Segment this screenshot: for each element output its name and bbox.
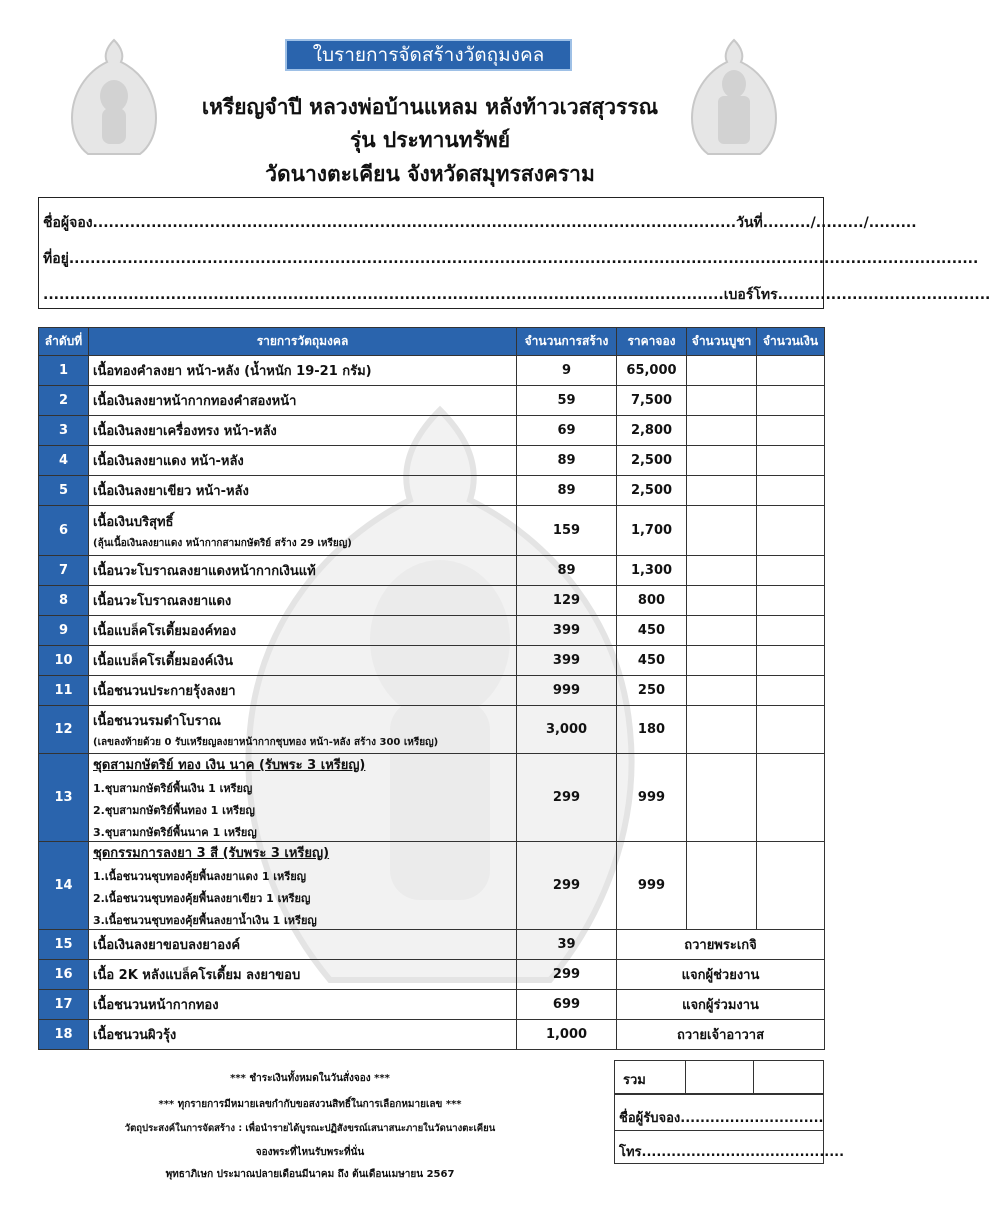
title-line-3: วัดนางตะเคียน จังหวัดสมุทรสงคราม bbox=[265, 162, 595, 186]
row-amount[interactable] bbox=[757, 506, 825, 556]
row-no: 10 bbox=[39, 646, 89, 676]
row-name bbox=[89, 506, 517, 556]
table-row bbox=[39, 754, 825, 842]
row-order-qty[interactable] bbox=[687, 676, 757, 706]
row-price: 250 bbox=[617, 676, 687, 706]
row-qty: 89 bbox=[517, 476, 617, 506]
row-qty: 299 bbox=[517, 960, 617, 990]
row-price: 1,700 bbox=[617, 506, 687, 556]
table-row bbox=[39, 386, 825, 416]
table-row bbox=[39, 586, 825, 616]
table-row bbox=[39, 506, 825, 556]
header-amount: จำนวนเงิน bbox=[757, 328, 825, 356]
row-order-qty[interactable] bbox=[687, 842, 757, 930]
row-sub-line: 2.เนื้อชนวนชุบทองคุ้ยพื้นลงยาเขียว 1 เหรียญ bbox=[93, 892, 311, 905]
row-price: 65,000 bbox=[617, 356, 687, 386]
row-name: เนื้อแบล็คโรเดี้ยมองค์เงิน bbox=[89, 646, 517, 676]
row-qty: 39 bbox=[517, 930, 617, 960]
table-row bbox=[39, 476, 825, 506]
header-banner: ใบรายการจัดสร้างวัตถุมงคล bbox=[285, 39, 572, 71]
row-qty: 59 bbox=[517, 386, 617, 416]
row-no: 3 bbox=[39, 416, 89, 446]
phone-field[interactable]: ................................................................................................................................เบอร์โทร........................................ bbox=[43, 287, 990, 303]
row-order-qty[interactable] bbox=[687, 556, 757, 586]
row-order-qty[interactable] bbox=[687, 416, 757, 446]
row-amount[interactable] bbox=[757, 416, 825, 446]
row-name: เนื้อเงินลงยาหน้ากากทองคำสองหน้า bbox=[89, 386, 517, 416]
row-name: เนื้อ 2K หลังแบล็คโรเดี้ยม ลงยาขอบ bbox=[89, 960, 517, 990]
row-order-qty[interactable] bbox=[687, 646, 757, 676]
row-amount[interactable] bbox=[757, 616, 825, 646]
row-name: เนื้อชนวนประกายรุ้งลงยา bbox=[89, 676, 517, 706]
total-label: รวม bbox=[623, 1073, 646, 1088]
row-price: 800 bbox=[617, 586, 687, 616]
row-no: 14 bbox=[39, 842, 89, 930]
name-date-field[interactable]: ชื่อผู้จอง.........................................................................................................................วันที่........./........./......... bbox=[43, 215, 917, 231]
header-qty: จำนวนการสร้าง bbox=[517, 328, 617, 356]
table-row bbox=[39, 960, 825, 990]
table-row bbox=[39, 446, 825, 476]
row-amount[interactable] bbox=[757, 754, 825, 842]
total-divider bbox=[685, 1061, 686, 1093]
total-amount-field[interactable] bbox=[753, 1060, 824, 1094]
row-order-qty[interactable] bbox=[687, 356, 757, 386]
table-row bbox=[39, 356, 825, 386]
row-amount[interactable] bbox=[757, 556, 825, 586]
row-sub-line: 3.เนื้อชนวนชุบทองคุ้ยพื้นลงยาน้ำเงิน 1 เหรียญ bbox=[93, 914, 317, 927]
row-no: 13 bbox=[39, 754, 89, 842]
row-note: ถวายเจ้าอาวาส bbox=[617, 1020, 825, 1050]
row-name bbox=[89, 842, 517, 930]
row-order-qty[interactable] bbox=[687, 506, 757, 556]
row-order-qty[interactable] bbox=[687, 446, 757, 476]
row-price: 180 bbox=[617, 706, 687, 754]
total-box bbox=[614, 1060, 754, 1094]
table-header-row bbox=[39, 328, 825, 356]
header-price: ราคาจอง bbox=[617, 328, 687, 356]
row-no: 12 bbox=[39, 706, 89, 754]
receiver-name-field[interactable]: ชื่อผู้รับจอง............................. bbox=[619, 1111, 824, 1126]
booking-form bbox=[38, 197, 990, 309]
row-name-main: ชุดกรรมการลงยา 3 สี (รับพระ 3 เหรียญ) bbox=[93, 846, 330, 861]
row-amount[interactable] bbox=[757, 446, 825, 476]
row-qty: 399 bbox=[517, 646, 617, 676]
row-order-qty[interactable] bbox=[687, 386, 757, 416]
row-price: 999 bbox=[617, 754, 687, 842]
receiver-divider bbox=[615, 1130, 823, 1131]
number-note: *** ทุกรายการมีหมายเลขกำกับขอสงวนสิทธิ์ในการเลือกหมายเลข *** bbox=[158, 1099, 462, 1110]
row-price: 450 bbox=[617, 646, 687, 676]
row-qty: 399 bbox=[517, 616, 617, 646]
row-qty: 89 bbox=[517, 446, 617, 476]
row-no: 18 bbox=[39, 1020, 89, 1050]
row-no: 9 bbox=[39, 616, 89, 646]
row-amount[interactable] bbox=[757, 386, 825, 416]
table-row bbox=[39, 930, 825, 960]
row-name-sub: (ลุ้นเนื้อเงินลงยาแดง หน้ากากสามกษัตริย์ สร้าง 29 เหรียญ) bbox=[93, 537, 352, 549]
row-amount[interactable] bbox=[757, 706, 825, 754]
row-no: 2 bbox=[39, 386, 89, 416]
table-row bbox=[39, 676, 825, 706]
row-name: เนื้อเงินลงยาเครื่องทรง หน้า-หลัง bbox=[89, 416, 517, 446]
row-qty: 69 bbox=[517, 416, 617, 446]
row-name bbox=[89, 706, 517, 754]
row-qty: 999 bbox=[517, 676, 617, 706]
row-qty: 159 bbox=[517, 506, 617, 556]
row-name: เนื้อเงินลงยาแดง หน้า-หลัง bbox=[89, 446, 517, 476]
row-no: 17 bbox=[39, 990, 89, 1020]
title-line-1: เหรียญจำปี หลวงพ่อบ้านแหลม หลังท้าวเวสสุวรรณ bbox=[201, 95, 659, 119]
row-no: 4 bbox=[39, 446, 89, 476]
row-qty: 699 bbox=[517, 990, 617, 1020]
row-amount[interactable] bbox=[757, 356, 825, 386]
row-price: 1,300 bbox=[617, 556, 687, 586]
row-price: 2,800 bbox=[617, 416, 687, 446]
row-name: เนื้อนวะโบราณลงยาแดง bbox=[89, 586, 517, 616]
row-order-qty[interactable] bbox=[687, 616, 757, 646]
row-name: เนื้อทองคำลงยา หน้า-หลัง (น้ำหนัก 19-21 กรัม) bbox=[89, 356, 517, 386]
table-row bbox=[39, 616, 825, 646]
table-row bbox=[39, 706, 825, 754]
row-qty: 129 bbox=[517, 586, 617, 616]
row-price: 2,500 bbox=[617, 476, 687, 506]
row-name: เนื้อเงินลงยาเขียว หน้า-หลัง bbox=[89, 476, 517, 506]
row-no: 6 bbox=[39, 506, 89, 556]
row-sub-line: 2.ชุบสามกษัตริย์พื้นทอง 1 เหรียญ bbox=[93, 804, 255, 817]
row-note: ถวายพระเกจิ bbox=[617, 930, 825, 960]
row-name: เนื้อนวะโบราณลงยาแดงหน้ากากเงินแท้ bbox=[89, 556, 517, 586]
row-amount[interactable] bbox=[757, 646, 825, 676]
purpose-note: วัตถุประสงค์ในการจัดสร้าง : เพื่อนำรายได้บูรณะปฏิสังขรณ์เสนาสนะภายในวัดนางตะเคียน bbox=[124, 1123, 496, 1134]
row-qty: 299 bbox=[517, 842, 617, 930]
row-qty: 9 bbox=[517, 356, 617, 386]
row-no: 8 bbox=[39, 586, 89, 616]
row-qty: 89 bbox=[517, 556, 617, 586]
row-sub-line: 1.ชุบสามกษัตริย์พื้นเงิน 1 เหรียญ bbox=[93, 782, 253, 795]
row-amount[interactable] bbox=[757, 476, 825, 506]
row-order-qty[interactable] bbox=[687, 476, 757, 506]
row-sub-line: 3.ชุบสามกษัตริย์พื้นนาค 1 เหรียญ bbox=[93, 826, 257, 839]
row-price: 2,500 bbox=[617, 446, 687, 476]
table-row bbox=[39, 1020, 825, 1050]
row-name: เนื้อชนวนหน้ากากทอง bbox=[89, 990, 517, 1020]
row-order-qty[interactable] bbox=[687, 586, 757, 616]
row-amount[interactable] bbox=[757, 676, 825, 706]
row-note: แจกผู้ช่วยงาน bbox=[617, 960, 825, 990]
address-field[interactable]: ที่อยู่........................................................................................................................................................................... bbox=[43, 251, 979, 267]
row-name: เนื้อแบล็คโรเดี้ยมองค์ทอง bbox=[89, 616, 517, 646]
header-item: รายการวัตถุมงคล bbox=[89, 328, 517, 356]
receiver-phone-field[interactable]: โทร......................................... bbox=[619, 1145, 845, 1160]
table-row bbox=[39, 416, 825, 446]
row-no: 1 bbox=[39, 356, 89, 386]
row-order-qty[interactable] bbox=[687, 706, 757, 754]
row-sub-line: 1.เนื้อชนวนชุบทองคุ้ยพื้นลงยาแดง 1 เหรียญ bbox=[93, 870, 307, 883]
row-no: 11 bbox=[39, 676, 89, 706]
payment-note: *** ชำระเงินทั้งหมดในวันสั่งจอง *** bbox=[230, 1073, 390, 1084]
left-coin-image bbox=[68, 38, 160, 156]
row-no: 5 bbox=[39, 476, 89, 506]
pickup-note: จองพระที่ไหนรับพระที่นั่น bbox=[255, 1147, 365, 1158]
row-no: 16 bbox=[39, 960, 89, 990]
row-no: 7 bbox=[39, 556, 89, 586]
row-name-main: ชุดสามกษัตริย์ ทอง เงิน นาค (รับพระ 3 เหรียญ) bbox=[93, 758, 366, 773]
title-line-2: รุ่น ประทานทรัพย์ bbox=[349, 128, 511, 152]
row-qty: 299 bbox=[517, 754, 617, 842]
table-row bbox=[39, 990, 825, 1020]
row-name: เนื้อชนวนผิวรุ้ง bbox=[89, 1020, 517, 1050]
row-price: 7,500 bbox=[617, 386, 687, 416]
items-table bbox=[38, 327, 825, 1050]
row-price: 999 bbox=[617, 842, 687, 930]
row-name bbox=[89, 754, 517, 842]
header-no: ลำดับที่ bbox=[39, 328, 89, 356]
table-row bbox=[39, 646, 825, 676]
row-name-main: เนื้อเงินบริสุทธิ์ bbox=[93, 514, 174, 530]
row-qty: 3,000 bbox=[517, 706, 617, 754]
row-order-qty[interactable] bbox=[687, 754, 757, 842]
receiver-box bbox=[614, 1094, 845, 1164]
row-note: แจกผู้ร่วมงาน bbox=[617, 990, 825, 1020]
row-amount[interactable] bbox=[757, 842, 825, 930]
row-qty: 1,000 bbox=[517, 1020, 617, 1050]
row-price: 450 bbox=[617, 616, 687, 646]
table-row bbox=[39, 842, 825, 930]
header-order-qty: จำนวนบูชา bbox=[687, 328, 757, 356]
row-name-main: เนื้อชนวนรมดำโบราณ bbox=[93, 713, 221, 729]
row-name-sub: (เลขลงท้ายด้วย 0 รับเหรียญลงยาหน้ากากชุบทอง หน้า-หลัง สร้าง 300 เหรียญ) bbox=[93, 736, 439, 748]
row-no: 15 bbox=[39, 930, 89, 960]
row-amount[interactable] bbox=[757, 586, 825, 616]
row-name: เนื้อเงินลงยาขอบลงยาองค์ bbox=[89, 930, 517, 960]
table-row bbox=[39, 556, 825, 586]
ceremony-note: พุทธาภิเษก ประมาณปลายเดือนมีนาคม ถึง ต้นเดือนเมษายน 2567 bbox=[165, 1169, 455, 1180]
